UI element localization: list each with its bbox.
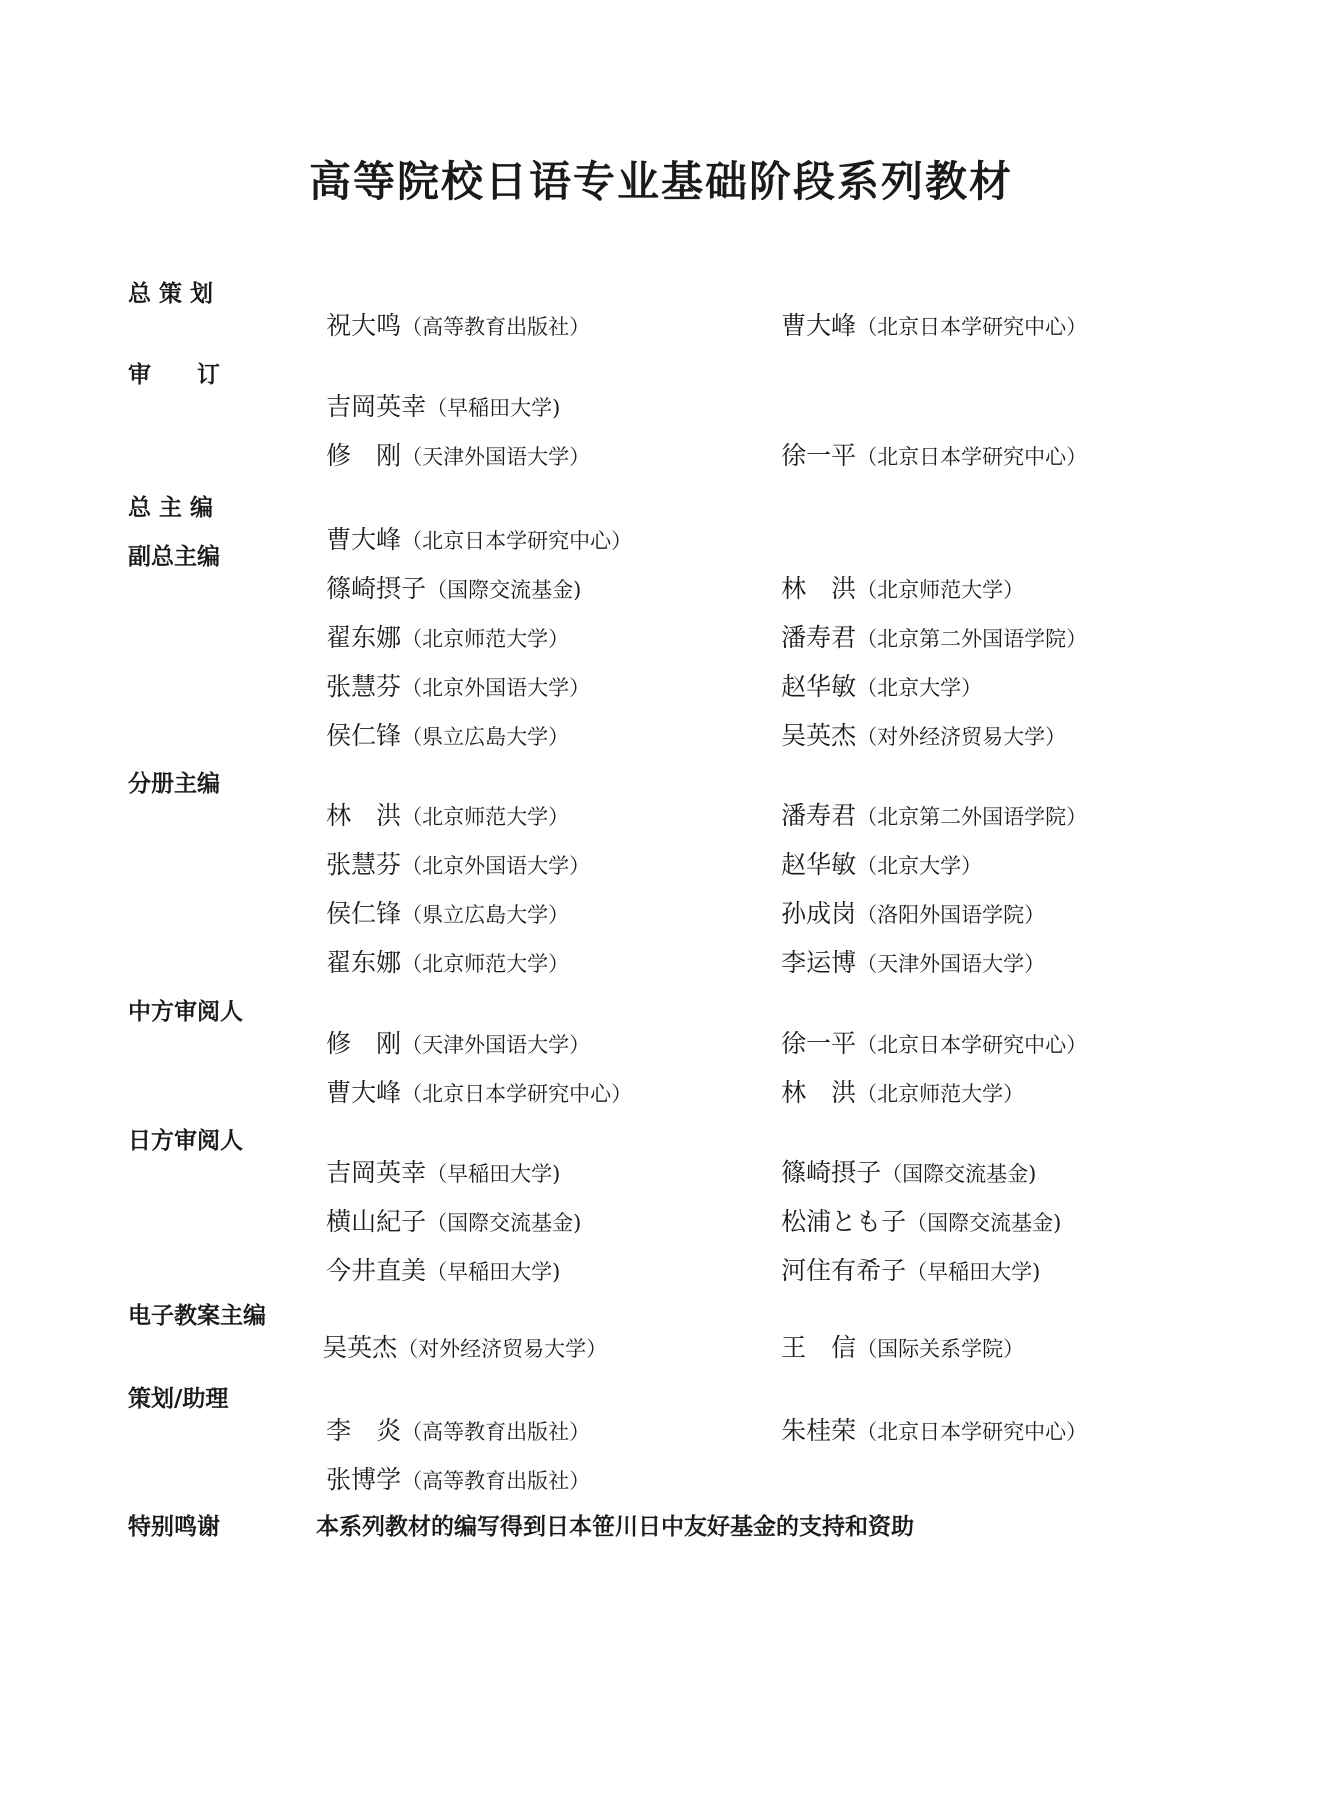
credit-entry	[771, 915, 1045, 982]
person-name: 修 刚	[326, 441, 402, 470]
person-name: 吴英杰	[781, 721, 857, 750]
person-name: 翟东娜	[326, 948, 402, 977]
person-affiliation: （天津外国语大学）	[401, 1033, 591, 1057]
person-name: 修 刚	[326, 1029, 402, 1058]
person-affiliation: （天津外国语大学）	[401, 445, 591, 469]
section-label-courseware-editor: 电子教案主编	[128, 1303, 266, 1329]
person-affiliation: （県立広島大学）	[401, 725, 570, 749]
credit-entry	[316, 1432, 590, 1499]
person-affiliation: （北京第二外国语学院）	[856, 627, 1088, 651]
person-affiliation: （对外经济贸易大学）	[397, 1337, 608, 1361]
person-affiliation: （北京师范大学）	[856, 578, 1025, 602]
credit-entry	[771, 1300, 1024, 1367]
person-affiliation: （北京师范大学）	[401, 627, 570, 651]
person-name: 孙成岗	[781, 899, 857, 928]
person-name: 侯仁锋	[326, 899, 402, 928]
person-name: 潘寿君	[781, 801, 857, 830]
person-name: 吉岡英幸	[326, 392, 427, 421]
section-label-volume-editor: 分册主编	[128, 771, 220, 797]
person-affiliation: （天津外国语大学）	[856, 952, 1046, 976]
credit-entry	[312, 1300, 607, 1367]
person-affiliation: （北京日本学研究中心）	[856, 445, 1088, 469]
person-name: 林 洪	[781, 1078, 857, 1107]
person-name: 林 洪	[781, 574, 857, 603]
person-affiliation: （高等教育出版社）	[401, 1469, 591, 1493]
person-name: 林 洪	[326, 801, 402, 830]
person-affiliation: （国際交流基金)	[881, 1162, 1037, 1186]
person-affiliation: （高等教育出版社）	[401, 315, 591, 339]
person-name: 翟东娜	[326, 623, 402, 652]
person-affiliation: （北京日本学研究中心）	[856, 315, 1088, 339]
person-name: 张慧芬	[326, 672, 402, 701]
person-name: 横山紀子	[326, 1207, 427, 1236]
person-affiliation: （国際交流基金)	[906, 1211, 1062, 1235]
person-affiliation: （国際交流基金)	[426, 578, 582, 602]
credit-entry	[316, 408, 590, 475]
person-affiliation: （県立広島大学）	[401, 903, 570, 927]
person-name: 赵华敏	[781, 850, 857, 879]
special-thanks-text: 本系列教材的编写得到日本笹川日中友好基金的支持和资助	[316, 1514, 914, 1540]
credit-entry	[771, 1383, 1087, 1450]
section-label-japanese-reviewers: 日方审阅人	[128, 1128, 243, 1154]
person-affiliation: （早稲田大学)	[426, 1162, 561, 1186]
person-affiliation: （北京师范大学）	[401, 805, 570, 829]
person-name: 潘寿君	[781, 623, 857, 652]
person-name: 李 炎	[326, 1416, 402, 1445]
person-affiliation: （北京师范大学）	[401, 952, 570, 976]
person-affiliation: （早稲田大学)	[426, 1260, 561, 1284]
page-title: 高等院校日语专业基础阶段系列教材	[308, 157, 1013, 206]
person-affiliation: （北京日本学研究中心）	[401, 1082, 633, 1106]
person-affiliation: （北京师范大学）	[856, 1082, 1025, 1106]
section-label-chinese-reviewers: 中方审阅人	[128, 999, 243, 1025]
person-affiliation: （北京大学）	[856, 854, 983, 878]
person-name: 李运博	[781, 948, 857, 977]
person-affiliation: （北京第二外国语学院）	[856, 805, 1088, 829]
credit-entry	[771, 1223, 1040, 1290]
credit-entry	[771, 408, 1087, 475]
credit-entry	[316, 915, 569, 982]
person-name: 徐一平	[781, 441, 857, 470]
person-name: 曹大峰	[781, 311, 857, 340]
person-affiliation: （北京外国语大学）	[401, 854, 591, 878]
person-affiliation: （北京日本学研究中心）	[401, 529, 633, 553]
credit-entry	[316, 1045, 632, 1112]
person-name: 曹大峰	[326, 525, 402, 554]
person-name: 张博学	[326, 1465, 402, 1494]
person-affiliation: （北京日本学研究中心）	[856, 1033, 1088, 1057]
section-label-deputy-chief-editor: 副总主编	[128, 544, 220, 570]
person-affiliation: （国际关系学院）	[856, 1337, 1025, 1361]
section-label-planning-assistant: 策划/助理	[128, 1386, 229, 1412]
section-label-review: 审 订	[128, 362, 220, 388]
person-affiliation: （早稲田大学)	[426, 396, 561, 420]
person-affiliation: （早稲田大学)	[906, 1260, 1041, 1284]
person-name: 徐一平	[781, 1029, 857, 1058]
person-affiliation: （北京大学）	[856, 676, 983, 700]
section-label-special-thanks: 特别鸣谢	[128, 1514, 220, 1540]
person-name: 河住有希子	[781, 1256, 907, 1285]
person-name: 祝大鸣	[326, 311, 402, 340]
person-name: 侯仁锋	[326, 721, 402, 750]
credit-entry	[316, 278, 590, 345]
person-name: 张慧芬	[326, 850, 402, 879]
person-affiliation: （对外经济贸易大学）	[856, 725, 1067, 749]
credit-entry	[771, 278, 1087, 345]
credit-entry	[771, 1045, 1024, 1112]
person-name: 篠崎摂子	[781, 1158, 882, 1187]
person-name: 吴英杰	[322, 1333, 398, 1362]
person-affiliation: （北京日本学研究中心）	[856, 1420, 1088, 1444]
person-affiliation: （国際交流基金)	[426, 1211, 582, 1235]
person-name: 今井直美	[326, 1256, 427, 1285]
person-name: 吉岡英幸	[326, 1158, 427, 1187]
person-name: 松浦とも子	[781, 1207, 907, 1236]
section-label-chief-editor: 总 主 编	[128, 495, 214, 521]
person-name: 赵华敏	[781, 672, 857, 701]
person-name: 篠崎摂子	[326, 574, 427, 603]
person-affiliation: （高等教育出版社）	[401, 1420, 591, 1444]
person-name: 曹大峰	[326, 1078, 402, 1107]
person-name: 朱桂荣	[781, 1416, 857, 1445]
credit-entry	[316, 688, 569, 755]
person-affiliation: （北京外国语大学）	[401, 676, 591, 700]
person-name: 王 信	[781, 1333, 857, 1362]
credit-entry	[771, 688, 1066, 755]
credit-entry	[316, 1223, 560, 1290]
section-label-general-planning: 总 策 划	[128, 281, 214, 307]
person-affiliation: （洛阳外国语学院）	[856, 903, 1046, 927]
